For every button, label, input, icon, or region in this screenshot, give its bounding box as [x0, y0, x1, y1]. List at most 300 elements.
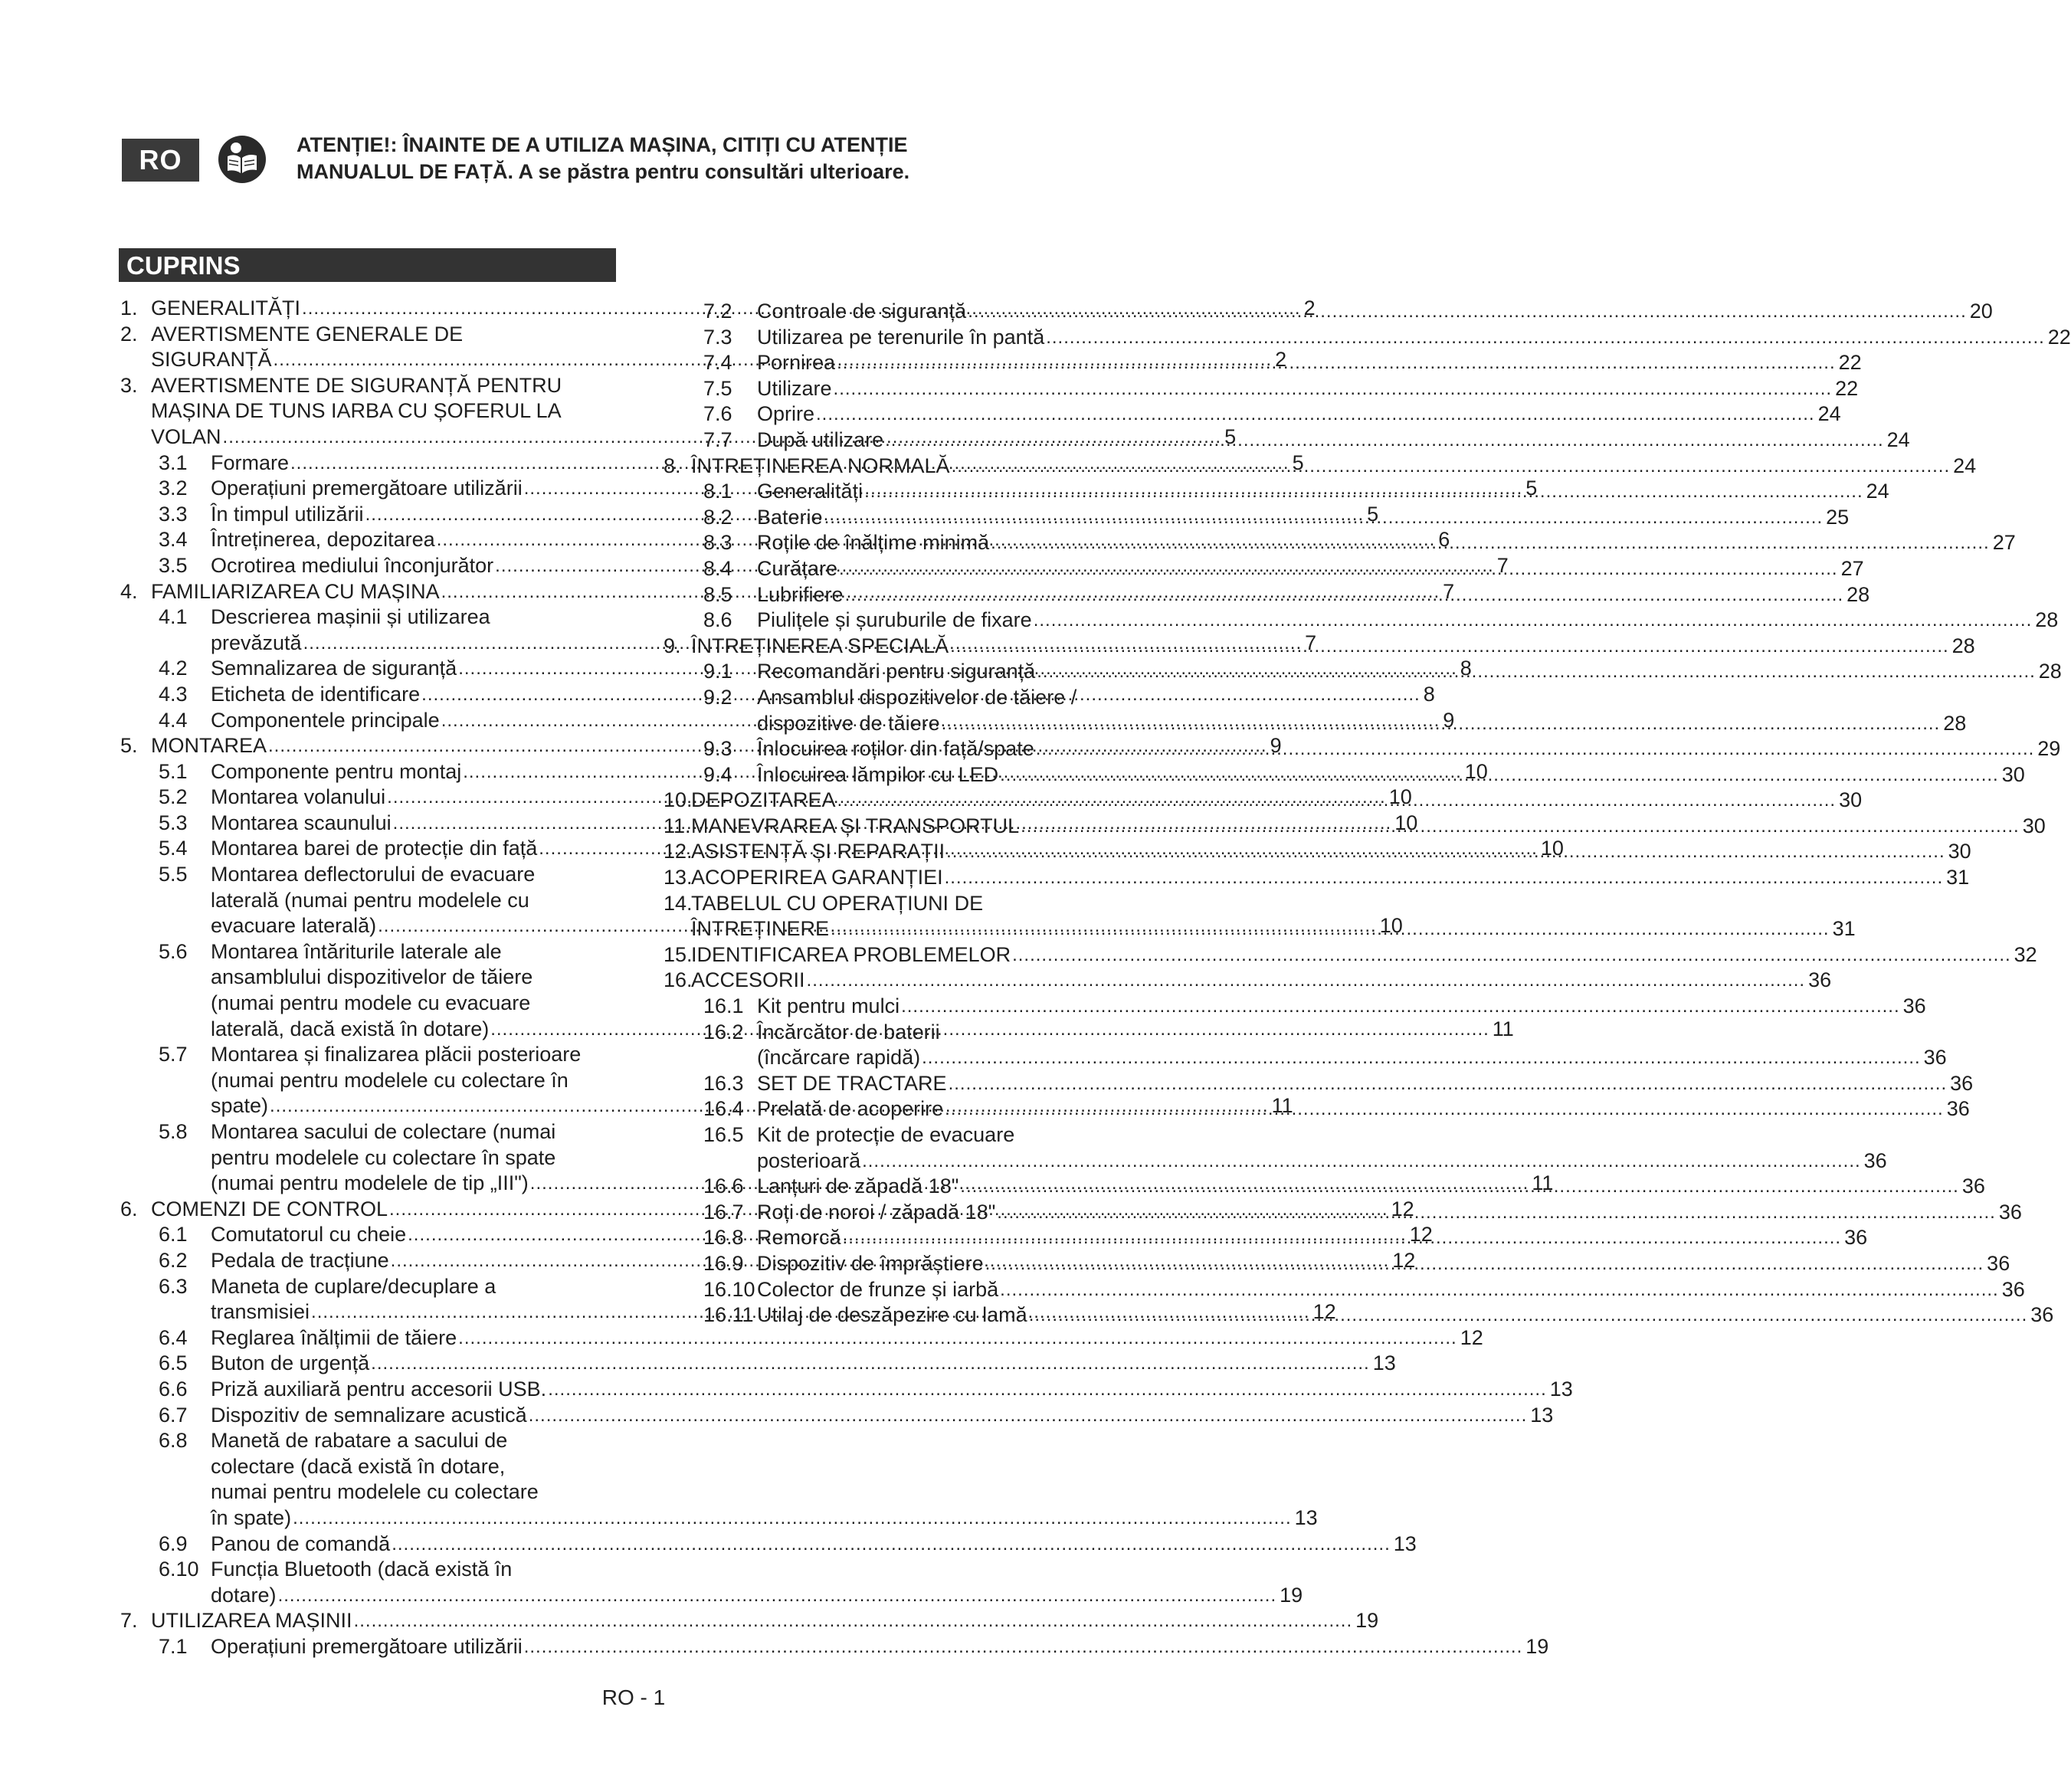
toc-entry: [119, 1403, 1554, 1429]
toc-entry-page: 24: [1953, 454, 1977, 477]
toc-entry-page: 24: [1817, 402, 1841, 426]
toc-entry-number: 6.9: [159, 1532, 188, 1555]
toc-leader-dots: [864, 479, 1863, 505]
toc-leader-dots: [807, 968, 1806, 994]
toc-leader-dots: [1046, 325, 2045, 351]
toc-leader-dots: [1029, 1302, 2028, 1328]
toc-title: CUPRINS: [119, 248, 616, 282]
toc-entry-page: 11: [1492, 1017, 1514, 1040]
toc-entry-text: DEPOZITAREA: [691, 788, 836, 812]
toc-entry-page: 36: [1987, 1251, 2010, 1275]
toc-entry-number: 8.2: [703, 505, 732, 529]
toc-entry-number: 16.7: [703, 1200, 744, 1224]
toc-entry-text: SIGURANȚĂ: [151, 348, 272, 372]
toc-entry-number: 16.5: [703, 1123, 744, 1146]
toc-leader-dots: [529, 1403, 1528, 1429]
toc-entry: [119, 1634, 1549, 1660]
toc-leader-dots: [293, 1505, 1292, 1532]
toc-entry-page: 36: [2030, 1303, 2054, 1327]
toc-entry: [659, 1277, 2025, 1303]
toc-entry-page: 36: [1923, 1046, 1947, 1070]
toc-entry-page: 9: [1443, 708, 1455, 732]
toc-entry-text: Încărcător de baterii: [757, 1020, 940, 1043]
toc-entry-number: 8.4: [703, 556, 732, 580]
toc-leader-dots: [837, 788, 1837, 814]
toc-entry: [659, 556, 1864, 582]
toc-entry-number: 6.6: [159, 1377, 188, 1401]
toc-entry-page: 19: [1280, 1583, 1303, 1607]
toc-entry-page: 29: [2037, 737, 2061, 761]
toc-entry-number: 5.: [120, 734, 138, 758]
toc-entry: [659, 685, 1165, 711]
toc-entry-page: 25: [1826, 505, 1850, 529]
toc-entry-page: 28: [1951, 634, 1975, 657]
toc-entry-text: AVERTISMENTE DE SIGURANȚĂ PENTRU: [151, 373, 562, 397]
safety-warning: [297, 132, 986, 185]
toc-entry: [119, 1608, 1379, 1634]
toc-entry: [659, 994, 1926, 1020]
toc-entry-page: 12: [1460, 1325, 1483, 1349]
toc-entry-page: 13: [1294, 1505, 1318, 1529]
toc-entry-page: 36: [1844, 1226, 1868, 1250]
toc-entry-text: Semnalizarea de siguranță: [211, 657, 457, 680]
toc-entry: [659, 582, 1870, 608]
toc-entry: [119, 322, 617, 348]
toc-entry-number: 6.1: [159, 1223, 188, 1247]
toc-entry-number: 16.11: [703, 1303, 754, 1327]
toc-entry-number: 5.4: [159, 837, 188, 860]
toc-entry-number: 15.: [664, 942, 693, 966]
toc-entry-text: Curățare: [757, 556, 838, 580]
toc-entry-page: 30: [1839, 788, 1863, 812]
toc-entry: [659, 1020, 1165, 1046]
toc-entry-text: numai pentru modelele cu colectare: [211, 1480, 539, 1504]
toc-entry-page: 36: [2001, 1277, 2025, 1301]
toc-leader-dots: [997, 1200, 1996, 1226]
toc-entry: [119, 1479, 617, 1505]
toc-entry-page: 13: [1393, 1532, 1417, 1555]
toc-leader-dots: [371, 1351, 1370, 1377]
toc-entry-number: 6.2: [159, 1248, 188, 1272]
toc-entry-number: 3.2: [159, 477, 188, 500]
toc-entry-text: Montarea volanului: [211, 785, 386, 809]
toc-leader-dots: [922, 1045, 1921, 1071]
toc-entry-text: (numai pentru modelele de tip „III"): [211, 1171, 529, 1195]
warning-line-2: MANUALUL DE FAȚĂ. A se păstra pentru consultări ulterioare.: [297, 160, 910, 183]
toc-entry-text: Montarea sacului de colectare (numai: [211, 1120, 556, 1143]
toc-entry-text: ACCESORII: [691, 968, 805, 992]
toc-entry-number: 8.1: [703, 480, 732, 503]
toc-leader-dots: [1036, 736, 2035, 762]
toc-entry-number: 9.: [664, 634, 681, 657]
toc-entry: [659, 401, 1841, 428]
toc-entry-text: dispozitive de tăiere: [757, 711, 940, 735]
toc-entry: [659, 968, 1832, 994]
toc-entry-number: 8.: [664, 454, 681, 477]
toc-entry-text: evacuare laterală): [211, 914, 377, 938]
toc-entry-number: 16.: [664, 968, 693, 992]
toc-entry-page: 27: [1992, 531, 2016, 555]
toc-entry-number: 7.: [120, 1609, 138, 1633]
toc-entry-text: Ansamblul dispozitivelor de tăiere /: [757, 685, 1077, 709]
toc-leader-dots: [968, 299, 1967, 325]
toc-entry: [659, 350, 1862, 376]
toc-leader-dots: [985, 1251, 1984, 1277]
toc-entry-number: 5.3: [159, 811, 188, 834]
toc-entry-page: 19: [1355, 1609, 1379, 1633]
toc-entry: [119, 398, 617, 424]
toc-leader-dots: [524, 1634, 1523, 1660]
toc-entry-page: 36: [1863, 1148, 1887, 1172]
toc-leader-dots: [1000, 762, 1999, 788]
toc-entry-page: 5: [1525, 477, 1538, 500]
toc-entry-text: În timpul utilizării: [211, 502, 364, 526]
toc-entry-number: 14.: [664, 891, 693, 915]
toc-entry: [659, 479, 1889, 505]
toc-entry-page: 22: [2047, 325, 2071, 349]
toc-entry-number: 8.3: [703, 531, 732, 555]
toc-entry: [119, 1377, 1573, 1403]
toc-entry-text: Roțile de înălțime minimă: [757, 531, 990, 555]
toc-leader-dots: [843, 1225, 1842, 1251]
toc-entry-page: 27: [1840, 556, 1864, 580]
toc-entry-number: 6.: [120, 1197, 138, 1220]
toc-entry: [659, 1071, 1974, 1097]
toc-entry-text: laterală (numai pentru modelele cu: [211, 888, 529, 912]
toc-entry-page: 5: [1367, 502, 1379, 526]
toc-leader-dots: [1021, 814, 2020, 840]
toc-entry-number: 3.: [120, 373, 138, 397]
toc-entry-number: 7.3: [703, 325, 732, 349]
toc-entry-text: Baterie: [757, 505, 823, 529]
toc-entry-text: Utilaj de deszăpezire cu lamă: [757, 1303, 1027, 1327]
toc-entry-page: 36: [1902, 994, 1926, 1018]
toc-entry-text: SET DE TRACTARE: [757, 1071, 947, 1095]
toc-entry-page: 22: [1838, 351, 1862, 375]
toc-entry: [119, 965, 617, 991]
toc-entry: [659, 428, 1910, 454]
language-badge: RO: [122, 139, 199, 182]
toc-entry-text: transmisiei: [211, 1300, 310, 1324]
toc-entry-number: 8.6: [703, 608, 732, 632]
toc-entry-page: 13: [1549, 1377, 1573, 1401]
toc-entry-text: Montarea întăriturile laterale ale: [211, 939, 502, 963]
toc-entry-text: MONTAREA: [151, 734, 267, 758]
toc-entry-text: Piulițele și șuruburile de fixare: [757, 608, 1032, 632]
toc-entry-text: (numai pentru modelele cu colectare în: [211, 1068, 569, 1092]
toc-entry-text: Lubrifiere: [757, 582, 844, 606]
toc-entry-page: 31: [1946, 866, 1970, 889]
toc-entry-text: MAȘINA DE TUNS IARBA CU ȘOFERUL LA: [151, 399, 562, 423]
toc-entry-text: Dispozitiv de împrăștiere: [757, 1251, 984, 1275]
toc-entry-text: Ocrotirea mediului înconjurător: [211, 553, 494, 577]
toc-entry: [119, 862, 617, 888]
toc-entry: [119, 1532, 1417, 1558]
toc-entry-page: 28: [1943, 711, 1967, 735]
toc-entry-text: spate): [211, 1094, 269, 1118]
toc-entry-page: 11: [1271, 1094, 1293, 1118]
toc-entry-page: 36: [1946, 1097, 1970, 1121]
toc-entry-text: pentru modelele cu colectare în spate: [211, 1145, 556, 1169]
toc-entry-text: Montarea barei de protecție din față: [211, 837, 538, 860]
toc-entry: [659, 530, 2016, 556]
toc-entry-text: MANEVRAREA ȘI TRANSPORTUL: [691, 814, 1020, 837]
toc-entry-text: Remorcă: [757, 1226, 841, 1250]
toc-entry-page: 12: [1409, 1223, 1433, 1247]
toc-entry-number: 4.3: [159, 682, 188, 706]
toc-entry-text: Funcția Bluetooth (dacă există în: [211, 1558, 513, 1581]
toc-entry-number: 4.1: [159, 605, 188, 629]
toc-entry-page: 31: [1832, 917, 1856, 941]
toc-leader-dots: [945, 1096, 1944, 1122]
toc-entry: [119, 1557, 617, 1583]
toc-leader-dots: [885, 428, 1884, 454]
toc-entry: [659, 942, 2037, 968]
toc-entry-page: 8: [1460, 657, 1472, 680]
toc-entry-text: dotare): [211, 1583, 277, 1607]
toc-entry: [119, 1428, 617, 1454]
toc-entry-text: TABELUL CU OPERAȚIUNI DE: [691, 891, 984, 915]
toc-entry: [659, 454, 1977, 480]
toc-entry-text: (încărcare rapidă): [757, 1046, 921, 1070]
toc-entry-page: 30: [2022, 814, 2046, 837]
toc-entry: [659, 891, 1165, 917]
toc-entry-number: 5.7: [159, 1043, 188, 1066]
toc-entry-text: După utilizare: [757, 428, 884, 451]
toc-entry-number: 16.10: [703, 1277, 755, 1301]
toc-entry: [119, 604, 617, 631]
toc-entry-page: 7: [1305, 631, 1317, 654]
toc-leader-dots: [960, 1174, 1959, 1200]
toc-entry-text: ACOPERIREA GARANȚIEI: [691, 866, 943, 889]
toc-entry-page: 8: [1423, 682, 1435, 706]
toc-entry-text: Reglarea înălțimii de tăiere: [211, 1325, 457, 1349]
toc-entry-number: 6.5: [159, 1351, 188, 1375]
toc-leader-dots: [839, 556, 1838, 582]
toc-entry-text: Eticheta de identificare: [211, 682, 421, 706]
toc-entry-text: Utilizare: [757, 376, 832, 400]
toc-entry-text: Buton de urgență: [211, 1351, 370, 1375]
toc-entry: [119, 1068, 617, 1094]
toc-entry-page: 19: [1525, 1634, 1549, 1658]
toc-entry-text: ÎNTREȚINERE: [691, 917, 830, 941]
toc-entry: [119, 1042, 617, 1068]
toc-entry-page: 32: [2014, 942, 2037, 966]
toc-entry-number: 12.: [664, 840, 693, 863]
toc-entry-number: 7.2: [703, 300, 732, 323]
toc-leader-dots: [458, 1325, 1457, 1351]
toc-entry-text: Kit pentru mulci: [757, 994, 900, 1018]
toc-entry-text: Controale de siguranță: [757, 300, 967, 323]
toc-entry-number: 13.: [664, 866, 693, 889]
toc-entry: [659, 1148, 1887, 1174]
toc-entry-number: 4.: [120, 579, 138, 603]
toc-entry-number: 6.10: [159, 1558, 199, 1581]
toc-entry-text: Dispozitiv de semnalizare acustică: [211, 1403, 527, 1427]
toc-entry: [119, 373, 617, 399]
toc-entry: [659, 736, 2061, 762]
toc-entry-number: 16.3: [703, 1071, 744, 1095]
toc-entry-number: 8.5: [703, 582, 732, 606]
toc-entry-text: laterală, dacă există în dotare): [211, 1017, 490, 1040]
toc-entry-number: 7.1: [159, 1634, 188, 1658]
toc-entry-text: Operațiuni premergătoare utilizării: [211, 477, 523, 500]
toc-entry-text: Înlocuirea roților din față/spate: [757, 737, 1034, 761]
toc-entry-text: COMENZI DE CONTROL: [151, 1197, 388, 1220]
toc-entry-text: Generalități: [757, 480, 863, 503]
toc-entry: [659, 634, 1975, 660]
toc-entry-text: AVERTISMENTE GENERALE DE: [151, 322, 464, 346]
toc-entry-text: Manetă de rabatare a sacului de: [211, 1429, 508, 1453]
toc-leader-dots: [816, 401, 1815, 428]
toc-entry: [659, 325, 2071, 351]
toc-entry-page: 12: [1391, 1197, 1414, 1220]
toc-entry: [659, 711, 1967, 737]
toc-entry-number: 7.5: [703, 376, 732, 400]
toc-entry-page: 7: [1443, 579, 1455, 603]
toc-leader-dots: [1000, 1277, 1999, 1303]
toc-entry-number: 2.: [120, 322, 138, 346]
toc-entry-text: Roți de noroi / zăpadă 18": [757, 1200, 996, 1224]
page-number: RO - 1: [601, 1686, 666, 1709]
toc-entry-text: Comutatorul cu cheie: [211, 1223, 407, 1247]
toc-entry-number: 16.8: [703, 1226, 744, 1250]
toc-entry-number: 16.9: [703, 1251, 744, 1275]
toc-entry: [659, 788, 1863, 814]
toc-entry-page: 10: [1379, 914, 1403, 938]
toc-entry-text: Utilizarea pe terenurile în pantă: [757, 325, 1045, 349]
toc-entry-page: 36: [1950, 1071, 1974, 1095]
toc-entry-text: VOLAN: [151, 424, 221, 448]
toc-entry-text: Panou de comandă: [211, 1532, 391, 1555]
toc-entry-page: 24: [1866, 480, 1889, 503]
toc-leader-dots: [831, 916, 1830, 942]
toc-entry-number: 7.4: [703, 351, 732, 375]
toc-leader-dots: [991, 530, 1990, 556]
toc-entry-page: 10: [1394, 811, 1418, 834]
toc-entry-text: Prelată de acoperire: [757, 1097, 944, 1121]
toc-entry-page: 9: [1270, 734, 1282, 758]
toc-entry: [659, 376, 1859, 402]
toc-entry-number: 11.: [664, 814, 691, 837]
toc-entry-number: 9.4: [703, 762, 732, 786]
toc-entry-page: 10: [1540, 837, 1564, 860]
toc-entry-text: Descrierea mașinii și utilizarea: [211, 605, 490, 629]
toc-entry-page: 10: [1388, 785, 1412, 809]
toc-entry-text: Oprire: [757, 402, 815, 426]
toc-entry: [119, 888, 617, 914]
toc-entry-page: 13: [1530, 1403, 1554, 1427]
toc-entry-text: ÎNTREȚINEREA SPECIALĂ: [691, 634, 949, 657]
toc-entry-text: Pornirea: [757, 351, 836, 375]
toc-entry-text: ansamblului dispozitivelor de tăiere: [211, 965, 533, 989]
toc-leader-dots: [946, 839, 1945, 865]
toc-entry-text: Priză auxiliară pentru accesorii USB.: [211, 1377, 547, 1401]
toc-entry: [119, 1454, 617, 1480]
toc-leader-dots: [392, 1532, 1391, 1558]
toc-entry-text: Montarea scaunului: [211, 811, 392, 834]
toc-entry-text: Operațiuni premergătoare utilizării: [211, 1634, 523, 1658]
toc-entry-text: IDENTIFICAREA PROBLEMELOR: [691, 942, 1011, 966]
toc-entry: [119, 1274, 617, 1300]
toc-entry-number: 9.2: [703, 685, 732, 709]
toc-entry-text: Montarea deflectorului de evacuare: [211, 863, 536, 886]
toc-entry: [659, 505, 1850, 531]
toc-entry-number: 4.4: [159, 708, 188, 732]
toc-entry-page: 28: [2035, 608, 2059, 632]
toc-entry-number: 7.7: [703, 428, 732, 451]
toc-entry-text: UTILIZAREA MAȘINII: [151, 1609, 352, 1633]
toc-entry: [119, 1145, 617, 1171]
toc-entry-text: Componentele principale: [211, 708, 440, 732]
toc-entry-page: 12: [1312, 1300, 1336, 1324]
toc-entry: [119, 939, 617, 965]
toc-entry-page: 6: [1438, 528, 1450, 552]
toc-entry-text: FAMILIARIZAREA CU MAȘINA: [151, 579, 440, 603]
toc-leader-dots: [837, 350, 1836, 376]
toc-entry-page: 2: [1303, 296, 1316, 319]
toc-entry-text: Lanțuri de zăpadă 18": [757, 1174, 959, 1198]
toc-entry-text: în spate): [211, 1505, 292, 1529]
toc-entry-text: Recomandări pentru siguranță: [757, 660, 1036, 683]
toc-entry-page: 13: [1372, 1351, 1396, 1375]
toc-entry-page: 24: [1886, 428, 1910, 451]
toc-entry-page: 36: [1961, 1174, 1985, 1198]
toc-entry-number: 9.1: [703, 660, 732, 683]
toc-entry-page: 28: [1847, 582, 1870, 606]
read-manual-icon: [217, 135, 267, 184]
toc-entry-number: 6.7: [159, 1403, 188, 1427]
toc-leader-dots: [845, 582, 1844, 608]
toc-entry-page: 22: [1835, 376, 1859, 400]
toc-entry-number: 3.3: [159, 502, 188, 526]
toc-entry: [119, 1505, 1318, 1532]
toc-entry-number: 16.2: [703, 1020, 744, 1043]
toc-entry-page: 30: [2001, 762, 2025, 786]
toc-entry-number: 1.: [120, 296, 138, 319]
toc-entry-page: 10: [1464, 759, 1488, 783]
toc-entry-text: colectare (dacă există în dotare,: [211, 1454, 506, 1478]
toc-entry-number: 16.4: [703, 1097, 744, 1121]
toc-entry-text: Formare: [211, 450, 290, 474]
toc-entry: [119, 1351, 1396, 1377]
toc-entry-number: 6.8: [159, 1429, 188, 1453]
toc-entry-page: 36: [1998, 1200, 2022, 1224]
toc-entry-text: Kit de protecție de evacuare: [757, 1123, 1015, 1146]
toc-entry-text: Înlocuirea lămpilor cu LED: [757, 762, 999, 786]
toc-entry-text: Componente pentru montaj: [211, 759, 462, 783]
toc-entry-page: 5: [1292, 450, 1304, 474]
toc-entry-page: 7: [1496, 553, 1509, 577]
toc-entry-text: ASISTENȚĂ ȘI REPARAȚII: [691, 840, 945, 863]
toc-entry: [119, 1325, 1483, 1351]
toc-entry-number: 3.5: [159, 553, 188, 577]
toc-entry-text: Colector de frunze și iarbă: [757, 1277, 999, 1301]
toc-entry-number: 7.6: [703, 402, 732, 426]
toc-leader-dots: [1012, 942, 2011, 968]
toc-entry-number: 5.6: [159, 939, 188, 963]
toc-entry-number: 3.4: [159, 528, 188, 552]
toc-entry-text: (numai pentru modele cu evacuare: [211, 991, 531, 1015]
toc-entry-number: 6.3: [159, 1274, 188, 1298]
toc-entry-number: 9.3: [703, 737, 732, 761]
toc-entry-text: ÎNTREȚINEREA NORMALĂ: [691, 454, 950, 477]
toc-leader-dots: [901, 994, 1900, 1020]
toc-leader-dots: [949, 1071, 1948, 1097]
toc-entry-page: 20: [1969, 300, 1993, 323]
toc-leader-dots: [950, 634, 1949, 660]
toc-leader-dots: [548, 1377, 1547, 1403]
